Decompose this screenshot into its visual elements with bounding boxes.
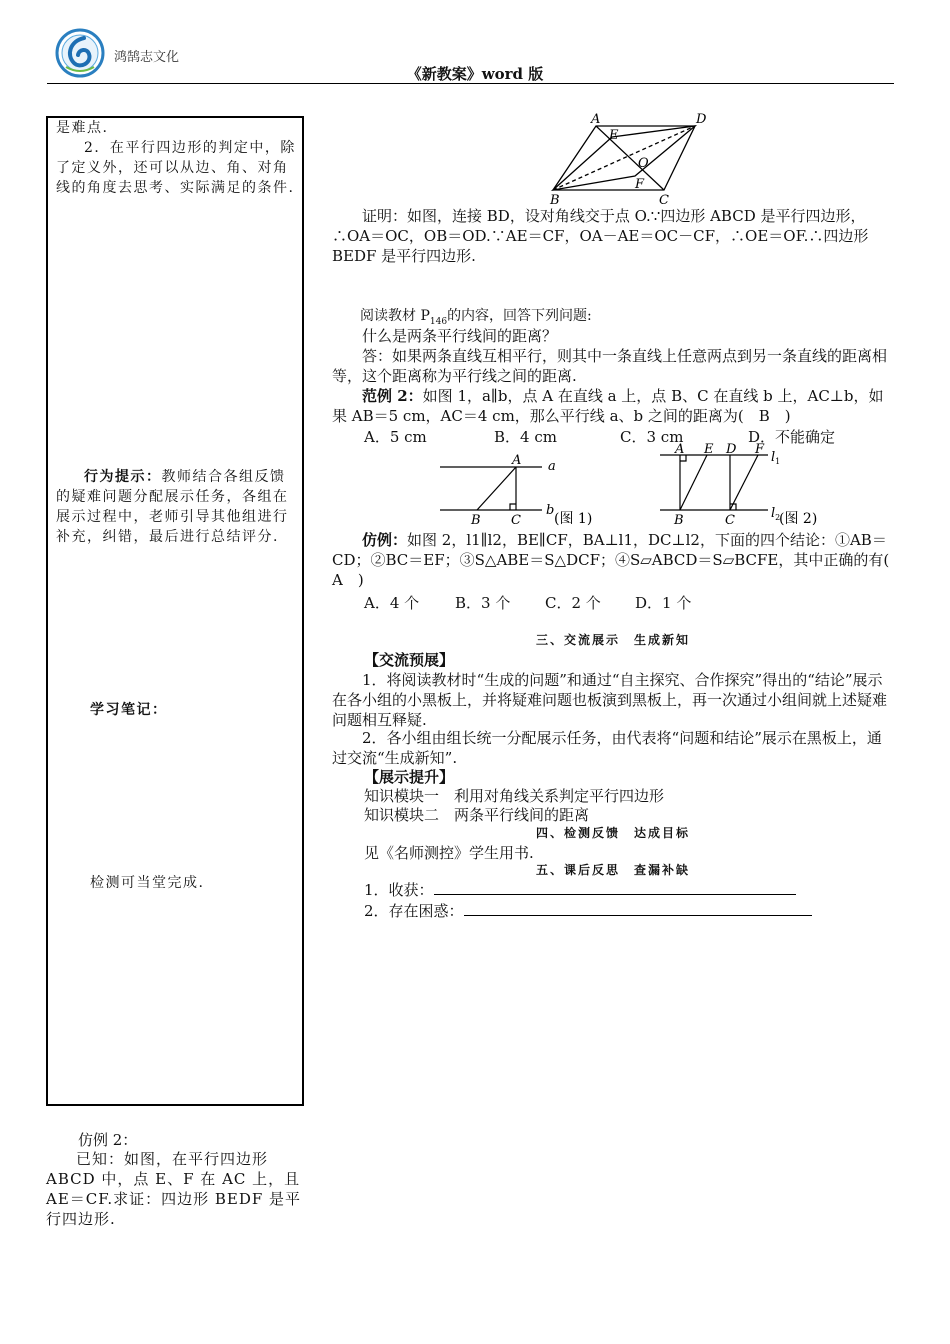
fig2-label-F: F [755, 442, 765, 457]
show-improve-label: 【展示提升】 [364, 768, 455, 786]
check-note: 检测可当堂完成. [90, 875, 205, 891]
fig1-label-C: C [511, 513, 521, 528]
fig2-label-l2: $l_2$ [771, 506, 781, 522]
study-notes-label: 学习笔记： [90, 702, 168, 718]
label-D: D [696, 112, 707, 127]
fangli-option-b: B．3 个 [455, 594, 511, 612]
label-C: C [659, 193, 669, 205]
gain-blank [434, 894, 796, 895]
reading-intro-prefix: 阅读教材 P [360, 308, 430, 324]
figure-2 [650, 440, 840, 530]
label-B: B [550, 193, 560, 205]
reading-answer: 答：如果两条直线互相平行，则其中一条直线上任意两点到另一条直线的距离相等，这个距离称为平行线之间的距离. [332, 347, 888, 385]
fig2-label-C: C [725, 513, 735, 528]
example2-option-c: C．3 cm [620, 428, 684, 446]
proof-text: 证明：如图，连接 BD，设对角线交于点 O.∵四边形 ABCD 是平行四边形，∴OA＝OC，OB＝OD.∵AE＝CF，OA－AE＝OC－CF，∴OE＝OF.∴四边形 BEDF 是平行四边形. [332, 207, 869, 265]
section3-title: 三、交流展示 生成新知 [535, 633, 690, 647]
fig2-label-A: A [675, 442, 685, 457]
left-text-1: 是难点. [56, 120, 109, 136]
knowledge-module-1: 知识模块一 利用对角线关系判定平行四边形 [364, 787, 665, 805]
fig1-caption: (图 1) [554, 511, 593, 527]
confuse-blank [464, 915, 812, 916]
fig2-label-D: D [726, 442, 737, 457]
fangli-option-d: D．1 个 [635, 594, 692, 612]
fig1-label-a: a [548, 459, 556, 474]
segment-be [680, 455, 707, 510]
section5-title: 五、课后反思 查漏补缺 [535, 863, 690, 877]
behavior-tip [56, 467, 296, 547]
header-divider [47, 83, 894, 84]
section3-p2: 2．各小组由组长统一分配展示任务，由代表将“问题和结论”展示在黑板上，通过交流“生成新知”. [332, 729, 882, 767]
section3-p1: 1．将阅读教材时“生成的问题”和通过“自主探究、合作探究”得出的“结论”展示在各小组的小黑板上，并将疑难问题也板演到黑板上，再一次通过小组间就上述疑难问题相互释疑. [332, 671, 888, 729]
fangli2-title: 仿例 2： [78, 1131, 138, 1149]
example2-option-a: A．5 cm [364, 428, 427, 446]
fangli2-text: 已知：如图，在平行四边形 ABCD 中，点 E、F 在 AC 上，且 AE＝CF.求证：四边形 BEDF 是平行四边形. [46, 1150, 302, 1228]
fangli-label: 仿例： [362, 531, 408, 549]
left-text-2: 2．在平行四边形的判定中，除了定义外，还可以从边、角、对角线的角度去思考、实际满足的条件. [56, 140, 296, 196]
fig2-label-B: B [674, 513, 684, 528]
example2-option-d: D．不能确定 [748, 428, 836, 446]
behavior-tip-text: 教师结合各组反馈的疑难问题分配展示任务，各组在展示过程中，老师引导其他组进行补充，纠错，最后进行总结评分. [56, 469, 289, 545]
label-A: A [591, 112, 601, 127]
figure-1 [430, 452, 605, 530]
reading-intro-suffix: 的内容，回答下列问题: [447, 308, 592, 324]
fig1-label-B: B [471, 513, 481, 528]
fig1-label-b: b [546, 503, 555, 518]
reading-page-number: 146 [429, 316, 448, 327]
fig2-label-E: E [704, 442, 714, 457]
fangli-option-a: A．4 个 [364, 594, 420, 612]
left-sidebar-box [46, 116, 304, 1106]
example2-text: 如图 1，a∥b，点 A 在直线 a 上，点 B、C 在直线 b 上，AC⊥b，如果 AB＝5 cm，AC＝4 cm，那么平行线 a、b 之间的距离为( B ) [332, 387, 884, 425]
gain-row [364, 879, 796, 900]
label-E: E [609, 128, 619, 143]
fig1-label-A: A [512, 453, 522, 468]
example2-option-b: B．4 cm [494, 428, 557, 446]
right-angle-mark [510, 504, 516, 510]
label-F: F [635, 177, 645, 192]
example2-label: 范例 2： [362, 387, 423, 405]
parallelogram-figure [540, 110, 720, 205]
label-O: O [638, 156, 649, 171]
segment-cf [730, 455, 758, 510]
confuse-label: 2．存在困惑： [364, 902, 464, 920]
fangli-text: 如图 2，l1∥l2，BE∥CF，BA⊥l1，DC⊥l2，下面的四个结论：①AB＝CD；②BC＝EF；③S△ABE＝S△DCF；④S▱ABCD＝S▱BCFE，其中正确的有( A ) [332, 531, 905, 589]
page-title: 《新教案》word 版 [406, 65, 544, 83]
section4-title: 四、检测反馈 达成目标 [535, 826, 690, 840]
fangli [332, 530, 905, 590]
example2 [332, 386, 894, 426]
exchange-preview-label: 【交流预展】 [364, 651, 455, 669]
behavior-tip-label: 行为提示： [84, 469, 162, 485]
confuse-row [364, 900, 812, 921]
gain-label: 1．收获： [364, 881, 434, 899]
fig2-caption: (图 2) [779, 511, 818, 527]
fangli-option-c: C．2 个 [545, 594, 601, 612]
knowledge-module-2: 知识模块二 两条平行线间的距离 [364, 806, 590, 824]
brand-name: 鸿鹄志文化 [114, 50, 180, 65]
section4-text: 见《名师测控》学生用书. [364, 844, 534, 862]
reading-question: 什么是两条平行线间的距离？ [362, 327, 558, 345]
fig2-label-l1: $l_1$ [771, 450, 781, 466]
